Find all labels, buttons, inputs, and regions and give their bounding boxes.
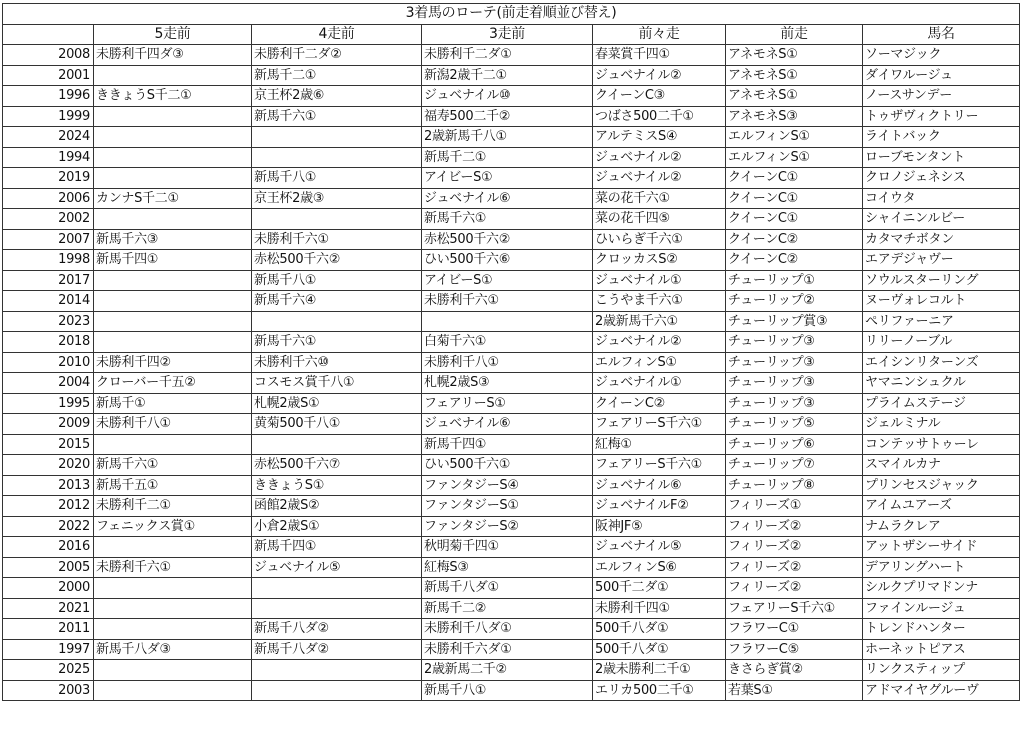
table-row (3, 516, 1020, 537)
year-cell: 2020 (3, 455, 94, 476)
race-3-ago-cell: 福寿500二千② (422, 106, 593, 127)
race-5-ago-cell (94, 291, 252, 312)
table-row (3, 414, 1020, 435)
table-row (3, 45, 1020, 66)
race-2-ago-cell: ジュベナイル② (593, 65, 726, 86)
race-4-ago-cell: 函館2歳S② (252, 496, 422, 517)
header-last-race: 前走 (726, 24, 863, 45)
race-4-ago-cell: 新馬千六① (252, 106, 422, 127)
horse-name-cell: アイムユアーズ (863, 496, 1020, 517)
race-4-ago-cell (252, 127, 422, 148)
horse-name-cell: ノースサンデー (863, 86, 1020, 107)
race-2-ago-cell: エリカ500二千① (593, 680, 726, 701)
race-4-ago-cell: ジュベナイル⑤ (252, 557, 422, 578)
race-5-ago-cell: 新馬千四① (94, 250, 252, 271)
horse-name-cell: トレンドハンター (863, 619, 1020, 640)
race-2-ago-cell: ジュベナイル② (593, 332, 726, 353)
year-cell: 2012 (3, 496, 94, 517)
race-2-ago-cell: ジュベナイル① (593, 270, 726, 291)
race-5-ago-cell (94, 147, 252, 168)
race-5-ago-cell (94, 332, 252, 353)
horse-name-cell: ライトバック (863, 127, 1020, 148)
race-2-ago-cell: ジュベナイル② (593, 168, 726, 189)
race-3-ago-cell: ファンタジーS① (422, 496, 593, 517)
race-4-ago-cell: 未勝利千六① (252, 229, 422, 250)
year-cell: 2007 (3, 229, 94, 250)
last-race-cell: クイーンC② (726, 250, 863, 271)
horse-name-cell: ローブモンタント (863, 147, 1020, 168)
horse-name-cell: プリンセスジャック (863, 475, 1020, 496)
table-row (3, 373, 1020, 394)
year-cell: 2024 (3, 127, 94, 148)
year-cell: 1998 (3, 250, 94, 271)
race-3-ago-cell: 2歳新馬千八① (422, 127, 593, 148)
race-3-ago-cell: 新馬千二② (422, 598, 593, 619)
last-race-cell: エルフィンS① (726, 147, 863, 168)
last-race-cell: クイーンC② (726, 229, 863, 250)
race-2-ago-cell: ジュベナイル② (593, 147, 726, 168)
race-4-ago-cell (252, 660, 422, 681)
last-race-cell: チューリップ賞③ (726, 311, 863, 332)
race-2-ago-cell: 菜の花千四⑤ (593, 209, 726, 230)
horse-name-cell: トゥザヴィクトリー (863, 106, 1020, 127)
race-2-ago-cell: ジュベナイル⑤ (593, 537, 726, 558)
race-2-ago-cell: 2歳未勝利二千① (593, 660, 726, 681)
last-race-cell: アネモネS③ (726, 106, 863, 127)
race-4-ago-cell (252, 209, 422, 230)
race-3-ago-cell: 新馬千二① (422, 147, 593, 168)
year-cell: 2003 (3, 680, 94, 701)
horse-name-cell: アドマイヤグルーヴ (863, 680, 1020, 701)
table-row (3, 106, 1020, 127)
race-4-ago-cell: 黄菊500千八① (252, 414, 422, 435)
race-4-ago-cell: 新馬千六④ (252, 291, 422, 312)
race-5-ago-cell: 未勝利千六① (94, 557, 252, 578)
race-5-ago-cell (94, 209, 252, 230)
table-row (3, 660, 1020, 681)
race-5-ago-cell (94, 619, 252, 640)
table-row (3, 455, 1020, 476)
horse-name-cell: ファインルージュ (863, 598, 1020, 619)
last-race-cell: チューリップ③ (726, 332, 863, 353)
race-4-ago-cell: 未勝利千六⑩ (252, 352, 422, 373)
table-row (3, 578, 1020, 599)
last-race-cell: チューリップ⑦ (726, 455, 863, 476)
table-row (3, 332, 1020, 353)
last-race-cell: チューリップ⑥ (726, 434, 863, 455)
race-4-ago-cell: 赤松500千六② (252, 250, 422, 271)
race-2-ago-cell: 菜の花千六① (593, 188, 726, 209)
table-row (3, 229, 1020, 250)
table-row (3, 291, 1020, 312)
year-cell: 2025 (3, 660, 94, 681)
last-race-cell: フィリーズ② (726, 578, 863, 599)
race-5-ago-cell: 未勝利千四ダ③ (94, 45, 252, 66)
race-2-ago-cell: フェアリーS千六① (593, 414, 726, 435)
race-4-ago-cell: 新馬千四① (252, 537, 422, 558)
race-4-ago-cell: 新馬千八① (252, 168, 422, 189)
table-row (3, 270, 1020, 291)
header-horse-name: 馬名 (863, 24, 1020, 45)
race-2-ago-cell: クイーンC② (593, 393, 726, 414)
race-2-ago-cell: ジュベナイル⑥ (593, 475, 726, 496)
horse-name-cell: ナムラクレア (863, 516, 1020, 537)
race-4-ago-cell (252, 311, 422, 332)
race-3-ago-cell: ひい500千六① (422, 455, 593, 476)
table-row (3, 557, 1020, 578)
race-4-ago-cell (252, 578, 422, 599)
race-5-ago-cell (94, 537, 252, 558)
last-race-cell: アネモネS① (726, 86, 863, 107)
race-2-ago-cell: フェアリーS千六① (593, 455, 726, 476)
last-race-cell: きさらぎ賞② (726, 660, 863, 681)
horse-name-cell: エアデジャヴー (863, 250, 1020, 271)
race-4-ago-cell: 新馬千六① (252, 332, 422, 353)
year-cell: 2011 (3, 619, 94, 640)
horse-name-cell: リンクスティップ (863, 660, 1020, 681)
last-race-cell: 若葉S① (726, 680, 863, 701)
horse-name-cell: ソウルスターリング (863, 270, 1020, 291)
race-5-ago-cell (94, 168, 252, 189)
race-4-ago-cell: 札幌2歳S① (252, 393, 422, 414)
race-3-ago-cell: フェアリーS① (422, 393, 593, 414)
race-3-ago-cell: 新馬千四① (422, 434, 593, 455)
year-cell: 2009 (3, 414, 94, 435)
race-5-ago-cell: 新馬千① (94, 393, 252, 414)
race-2-ago-cell: つばさ500二千① (593, 106, 726, 127)
race-3-ago-cell: ジュベナイル⑥ (422, 414, 593, 435)
header-2-races-ago: 前々走 (593, 24, 726, 45)
horse-name-cell: アットザシーサイド (863, 537, 1020, 558)
last-race-cell: チューリップ② (726, 291, 863, 312)
race-3-ago-cell: 新馬千六① (422, 209, 593, 230)
race-4-ago-cell: 新馬千八ダ② (252, 639, 422, 660)
race-4-ago-cell: 新馬千八ダ② (252, 619, 422, 640)
race-3-ago-cell: 未勝利千六ダ① (422, 639, 593, 660)
year-cell: 2017 (3, 270, 94, 291)
year-cell: 2001 (3, 65, 94, 86)
table-row (3, 352, 1020, 373)
header-3-races-ago: 3走前 (422, 24, 593, 45)
race-5-ago-cell (94, 106, 252, 127)
race-5-ago-cell (94, 434, 252, 455)
race-5-ago-cell (94, 127, 252, 148)
table-row (3, 619, 1020, 640)
race-5-ago-cell: 新馬千八ダ③ (94, 639, 252, 660)
race-3-ago-cell: ファンタジーS② (422, 516, 593, 537)
race-3-ago-cell: 新馬千八ダ① (422, 578, 593, 599)
last-race-cell: アネモネS① (726, 65, 863, 86)
race-5-ago-cell (94, 680, 252, 701)
race-2-ago-cell: ひいらぎ千六① (593, 229, 726, 250)
last-race-cell: フィリーズ① (726, 496, 863, 517)
year-cell: 2000 (3, 578, 94, 599)
year-cell: 2016 (3, 537, 94, 558)
race-4-ago-cell (252, 147, 422, 168)
table-row (3, 209, 1020, 230)
race-4-ago-cell (252, 680, 422, 701)
race-3-ago-cell: ジュベナイル⑥ (422, 188, 593, 209)
horse-name-cell: カタマチボタン (863, 229, 1020, 250)
horse-name-cell: スマイルカナ (863, 455, 1020, 476)
table-row (3, 127, 1020, 148)
race-5-ago-cell: ききょうS千二① (94, 86, 252, 107)
race-5-ago-cell: 未勝利千八① (94, 414, 252, 435)
last-race-cell: エルフィンS① (726, 127, 863, 148)
year-cell: 2006 (3, 188, 94, 209)
last-race-cell: クイーンC① (726, 188, 863, 209)
year-cell: 2005 (3, 557, 94, 578)
year-cell: 2023 (3, 311, 94, 332)
race-3-ago-cell: 未勝利千八ダ① (422, 619, 593, 640)
race-3-ago-cell: 新馬千八① (422, 680, 593, 701)
race-2-ago-cell: 500千二ダ① (593, 578, 726, 599)
race-2-ago-cell: 500千八ダ① (593, 639, 726, 660)
year-cell: 2013 (3, 475, 94, 496)
table-row (3, 639, 1020, 660)
race-3-ago-cell: 未勝利千八① (422, 352, 593, 373)
race-5-ago-cell (94, 270, 252, 291)
race-3-ago-cell: 札幌2歳S③ (422, 373, 593, 394)
race-5-ago-cell (94, 578, 252, 599)
race-4-ago-cell: 赤松500千六⑦ (252, 455, 422, 476)
race-4-ago-cell: 未勝利千二ダ② (252, 45, 422, 66)
race-3-ago-cell: 紅梅S③ (422, 557, 593, 578)
table-title: 3着馬のローテ(前走着順並び替え) (3, 4, 1020, 25)
race-5-ago-cell (94, 65, 252, 86)
horse-name-cell: デアリングハート (863, 557, 1020, 578)
last-race-cell: フラワーC⑤ (726, 639, 863, 660)
race-3-ago-cell: 新潟2歳千二① (422, 65, 593, 86)
race-2-ago-cell: エルフィンS⑥ (593, 557, 726, 578)
race-5-ago-cell (94, 311, 252, 332)
horse-name-cell: ヤマニンシュクル (863, 373, 1020, 394)
horse-name-cell: プライムステージ (863, 393, 1020, 414)
race-2-ago-cell: アルテミスS④ (593, 127, 726, 148)
race-3-ago-cell: アイビーS① (422, 270, 593, 291)
last-race-cell: フィリーズ② (726, 557, 863, 578)
race-3-ago-cell (422, 311, 593, 332)
race-5-ago-cell: 未勝利千二① (94, 496, 252, 517)
race-4-ago-cell: ききょうS① (252, 475, 422, 496)
year-cell: 1995 (3, 393, 94, 414)
year-cell: 2002 (3, 209, 94, 230)
last-race-cell: チューリップ③ (726, 352, 863, 373)
last-race-cell: クイーンC① (726, 209, 863, 230)
year-cell: 2008 (3, 45, 94, 66)
table-row (3, 475, 1020, 496)
table-row (3, 250, 1020, 271)
last-race-cell: チューリップ③ (726, 373, 863, 394)
header-5-races-ago: 5走前 (94, 24, 252, 45)
race-2-ago-cell: ジュベナイルF② (593, 496, 726, 517)
horse-name-cell: シャイニンルビー (863, 209, 1020, 230)
title-row (3, 4, 1020, 25)
race-4-ago-cell: 京王杯2歳③ (252, 188, 422, 209)
last-race-cell: チューリップ⑤ (726, 414, 863, 435)
header-4-races-ago: 4走前 (252, 24, 422, 45)
header-row (3, 24, 1020, 45)
horse-name-cell: ペリファーニア (863, 311, 1020, 332)
horse-name-cell: リリーノーブル (863, 332, 1020, 353)
last-race-cell: アネモネS① (726, 45, 863, 66)
race-rotation-table (2, 3, 1020, 701)
horse-name-cell: エイシンリターンズ (863, 352, 1020, 373)
race-3-ago-cell: ひい500千六⑥ (422, 250, 593, 271)
year-cell: 1999 (3, 106, 94, 127)
last-race-cell: フラワーC① (726, 619, 863, 640)
table-row (3, 537, 1020, 558)
race-4-ago-cell (252, 598, 422, 619)
race-2-ago-cell: ジュベナイル① (593, 373, 726, 394)
horse-name-cell: ダイワルージュ (863, 65, 1020, 86)
last-race-cell: クイーンC① (726, 168, 863, 189)
horse-name-cell: ホーネットピアス (863, 639, 1020, 660)
year-cell: 2021 (3, 598, 94, 619)
year-cell: 2014 (3, 291, 94, 312)
table-row (3, 680, 1020, 701)
year-cell: 1997 (3, 639, 94, 660)
table-row (3, 147, 1020, 168)
race-3-ago-cell: 赤松500千六② (422, 229, 593, 250)
horse-name-cell: コンテッサトゥーレ (863, 434, 1020, 455)
last-race-cell: チューリップ⑧ (726, 475, 863, 496)
horse-name-cell: ヌーヴォレコルト (863, 291, 1020, 312)
table-row (3, 311, 1020, 332)
race-3-ago-cell: ジュベナイル⑩ (422, 86, 593, 107)
race-5-ago-cell: 未勝利千四② (94, 352, 252, 373)
last-race-cell: フェアリーS千六① (726, 598, 863, 619)
year-cell: 1996 (3, 86, 94, 107)
table-row (3, 86, 1020, 107)
race-3-ago-cell: 未勝利千二ダ① (422, 45, 593, 66)
race-4-ago-cell (252, 434, 422, 455)
race-5-ago-cell: カンナS千二① (94, 188, 252, 209)
table-row (3, 65, 1020, 86)
year-cell: 1994 (3, 147, 94, 168)
race-2-ago-cell: 阪神JF⑤ (593, 516, 726, 537)
horse-name-cell: ソーマジック (863, 45, 1020, 66)
year-cell: 2019 (3, 168, 94, 189)
race-4-ago-cell: コスモス賞千八① (252, 373, 422, 394)
table-row (3, 434, 1020, 455)
race-2-ago-cell: 春菜賞千四① (593, 45, 726, 66)
year-cell: 2022 (3, 516, 94, 537)
table-row (3, 188, 1020, 209)
race-2-ago-cell: クイーンC③ (593, 86, 726, 107)
race-2-ago-cell: 未勝利千四① (593, 598, 726, 619)
year-cell: 2018 (3, 332, 94, 353)
race-2-ago-cell: クロッカスS② (593, 250, 726, 271)
horse-name-cell: クロノジェネシス (863, 168, 1020, 189)
race-2-ago-cell: 2歳新馬千六① (593, 311, 726, 332)
race-5-ago-cell (94, 598, 252, 619)
header-year (3, 24, 94, 45)
race-3-ago-cell: アイビーS① (422, 168, 593, 189)
year-cell: 2010 (3, 352, 94, 373)
race-5-ago-cell: 新馬千六③ (94, 229, 252, 250)
race-3-ago-cell: 2歳新馬二千② (422, 660, 593, 681)
race-2-ago-cell: エルフィンS① (593, 352, 726, 373)
race-5-ago-cell: フェニックス賞① (94, 516, 252, 537)
last-race-cell: チューリップ① (726, 270, 863, 291)
race-4-ago-cell: 小倉2歳S① (252, 516, 422, 537)
race-5-ago-cell: 新馬千六① (94, 455, 252, 476)
horse-name-cell: シルクプリマドンナ (863, 578, 1020, 599)
race-3-ago-cell: 未勝利千六① (422, 291, 593, 312)
year-cell: 2015 (3, 434, 94, 455)
race-4-ago-cell: 新馬千八① (252, 270, 422, 291)
race-3-ago-cell: ファンタジーS④ (422, 475, 593, 496)
race-5-ago-cell (94, 660, 252, 681)
race-2-ago-cell: 紅梅① (593, 434, 726, 455)
last-race-cell: フィリーズ② (726, 537, 863, 558)
race-3-ago-cell: 秋明菊千四① (422, 537, 593, 558)
race-4-ago-cell: 京王杯2歳⑥ (252, 86, 422, 107)
last-race-cell: チューリップ③ (726, 393, 863, 414)
year-cell: 2004 (3, 373, 94, 394)
race-2-ago-cell: 500千八ダ① (593, 619, 726, 640)
race-2-ago-cell: こうやま千六① (593, 291, 726, 312)
last-race-cell: フィリーズ② (726, 516, 863, 537)
table-row (3, 168, 1020, 189)
table-row (3, 598, 1020, 619)
table-row (3, 393, 1020, 414)
race-5-ago-cell: 新馬千五① (94, 475, 252, 496)
race-4-ago-cell: 新馬千二① (252, 65, 422, 86)
horse-name-cell: ジェルミナル (863, 414, 1020, 435)
horse-name-cell: コイウタ (863, 188, 1020, 209)
table-row (3, 496, 1020, 517)
race-5-ago-cell: クローバー千五② (94, 373, 252, 394)
race-3-ago-cell: 白菊千六① (422, 332, 593, 353)
